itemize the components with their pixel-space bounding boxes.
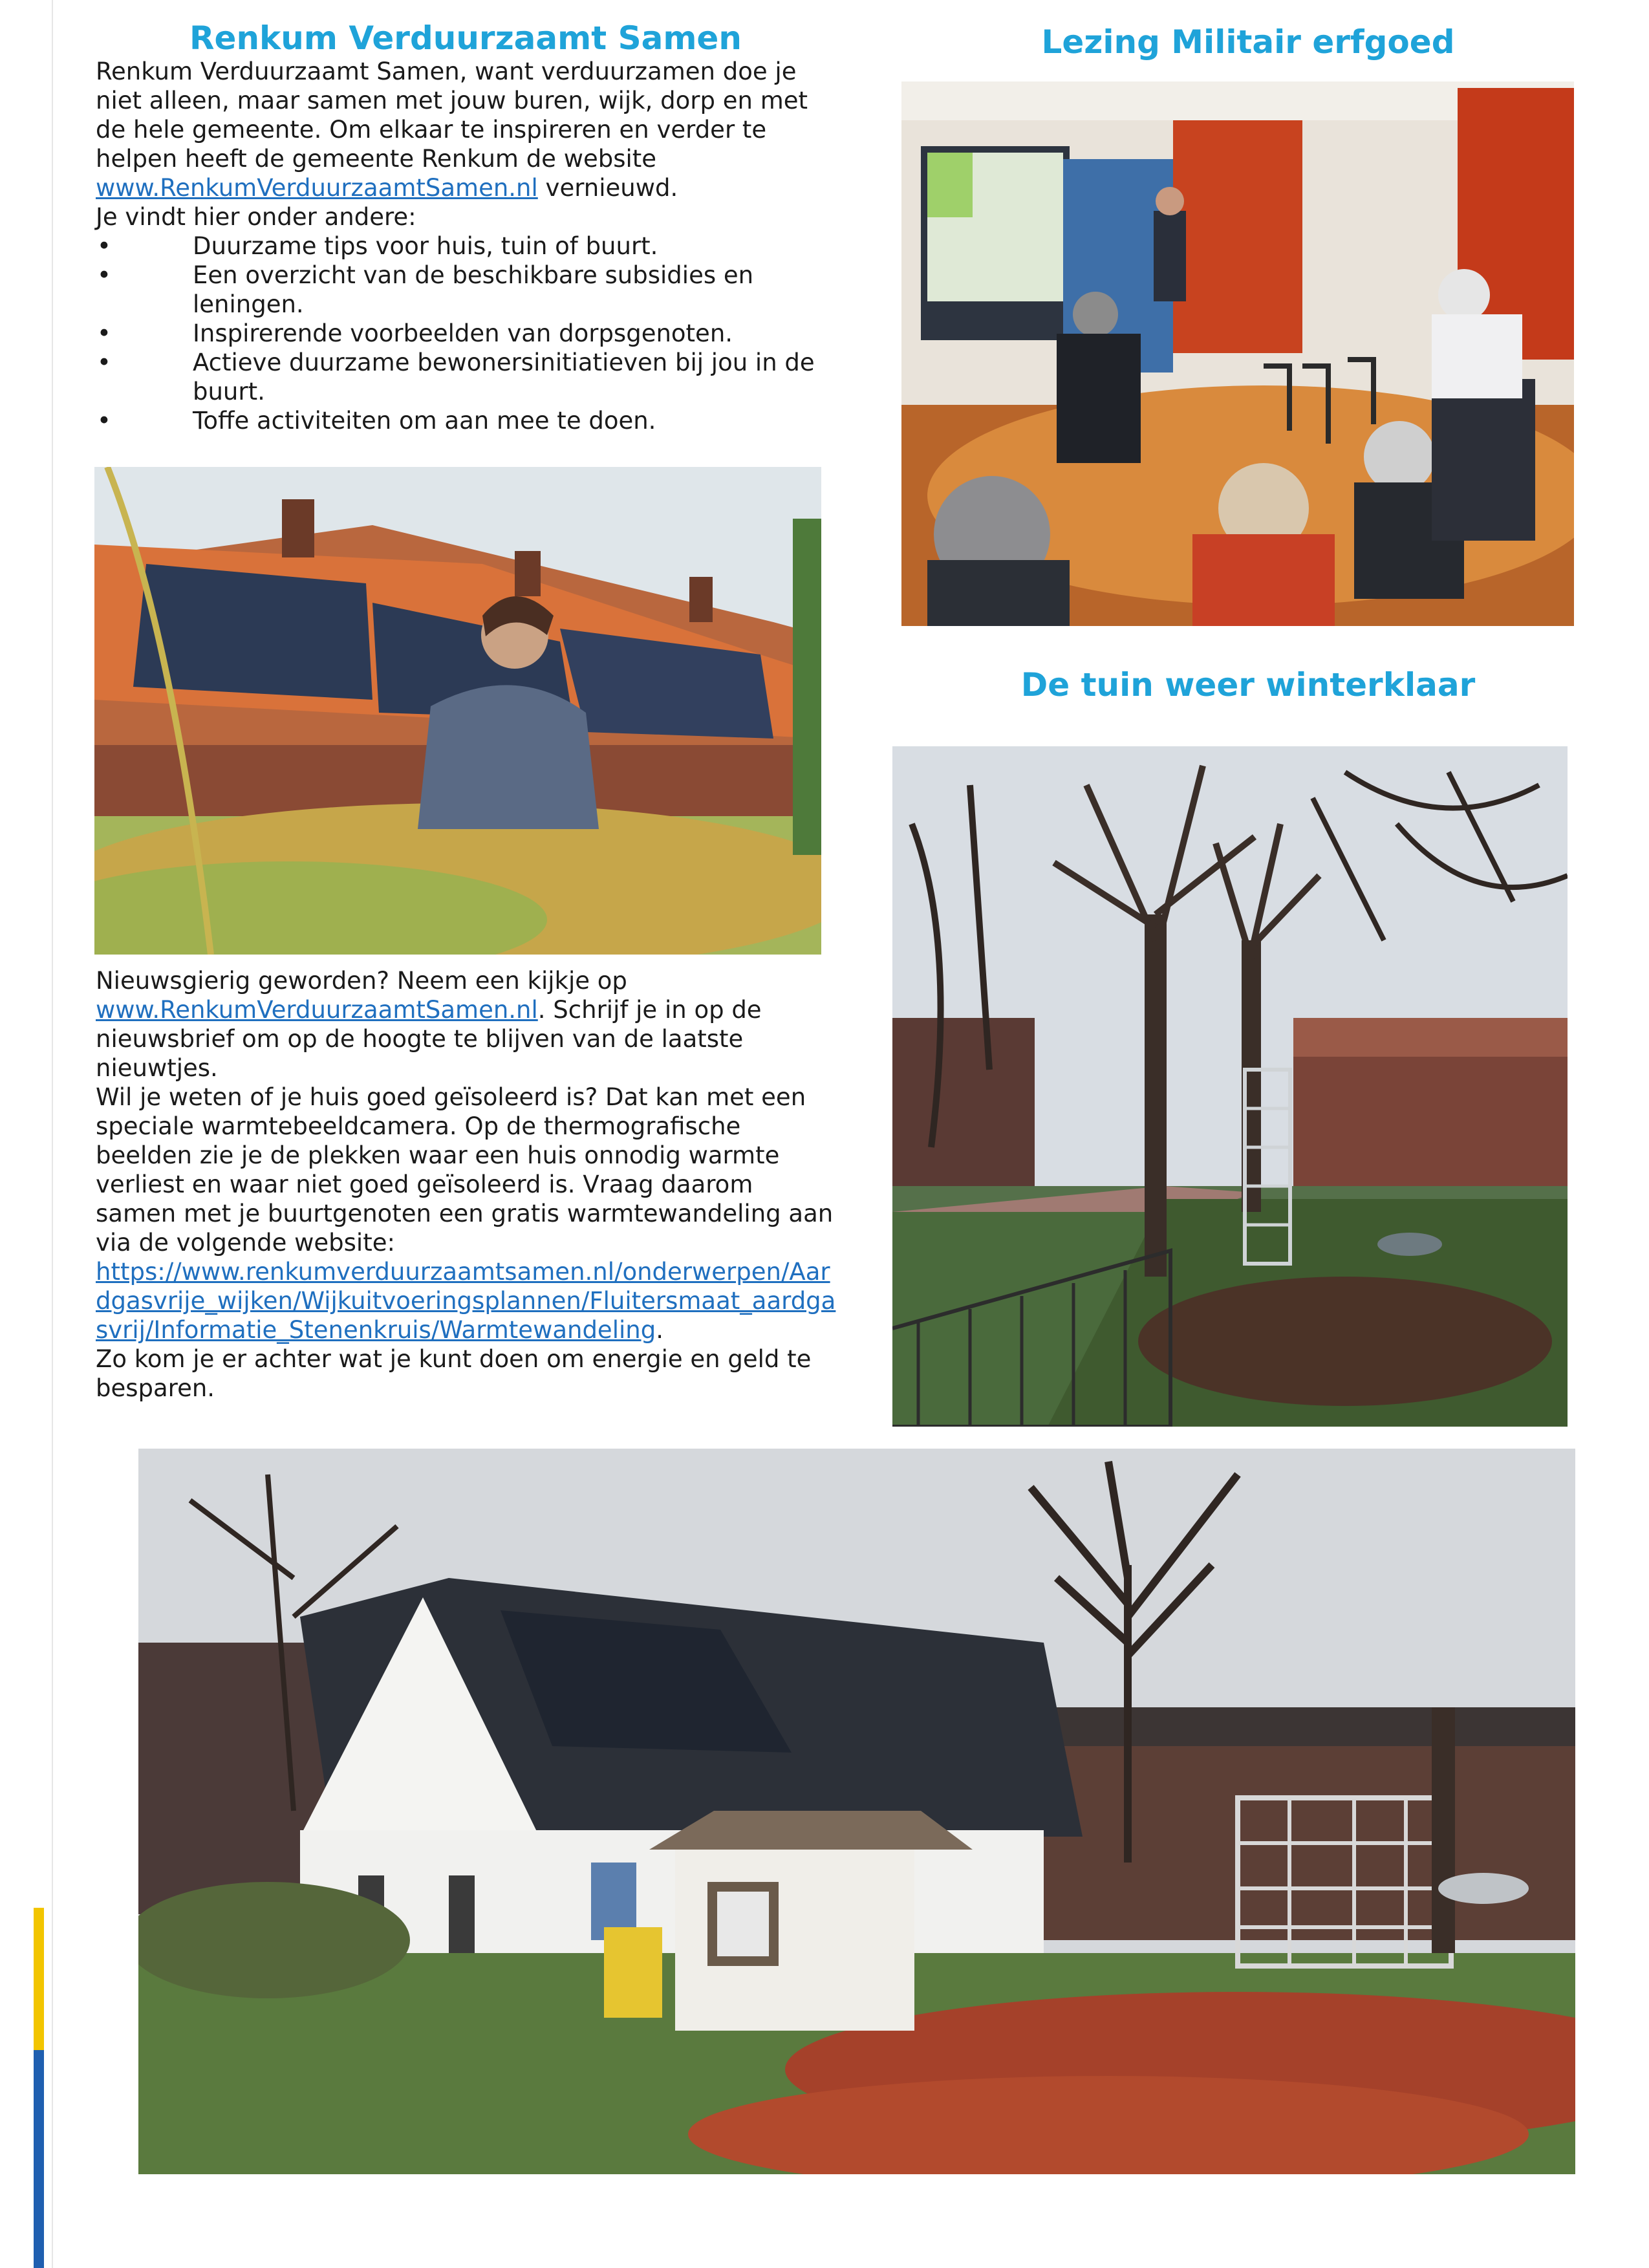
list-item: • Duurzame tips voor huis, tuin of buurt. xyxy=(96,232,839,261)
list-item: • Inspirerende voorbeelden van dorpsgenoten. xyxy=(96,319,839,348)
warmtewandeling-link[interactable]: https://www.renkumverduurzaamtsamen.nl/onderwerpen/Aardgasvrije_wijken/Wijkuitvoeringsplannen/Fluitersmaat_aardgasvrij/Informatie_Stenenkruis/Warmtewandeling xyxy=(96,1258,836,1344)
insulation-paragraph: Wil je weten of je huis goed geïsoleerd is? Dat kan met een speciale warmtebeeldcamera. Op de thermografische beelden zie je de plekken waar een huis onnodig warmte verliest en waar niet goed geïsoleerd is. Vraag daarom samen met je buurtgenoten een gratis warmtewandeling aan via de volgende website: xyxy=(96,1083,834,1257)
page-edge-rule xyxy=(52,0,53,2268)
list-item: • Toffe activiteiten om aan mee te doen. xyxy=(96,406,839,435)
list-item: • Een overzicht van de beschikbare subsidies en leningen. xyxy=(96,261,839,319)
photo-solar-roof-gardener xyxy=(94,467,821,955)
intro-article xyxy=(96,57,839,435)
list-intro: Je vindt hier onder andere: xyxy=(96,203,416,231)
heading-lezing-militair-erfgoed: Lezing Militair erfgoed xyxy=(1041,23,1455,61)
photo-house-garden-scaffold xyxy=(138,1449,1575,2174)
curious-paragraph xyxy=(96,966,839,1083)
intro-paragraph xyxy=(96,57,839,202)
website-link-2[interactable]: www.RenkumVerduurzaamtSamen.nl xyxy=(96,996,538,1024)
link-period: . xyxy=(656,1316,663,1344)
newsletter-text: . Schrijf je in op de nieuwsbrief om op de hoogte te blijven van de laatste nieuwtjes. xyxy=(96,996,762,1082)
heading-renkum-verduurzaamt-samen: Renkum Verduurzaamt Samen xyxy=(189,19,742,57)
list-item: • Actieve duurzame bewonersinitiatieven bij jou in de buurt. xyxy=(96,348,839,406)
heading-tuin-winterklaar: De tuin weer winterklaar xyxy=(1020,666,1476,704)
accent-bar-yellow xyxy=(34,1908,44,2050)
feature-list xyxy=(96,232,839,435)
curious-text: Nieuwsgierig geworden? Neem een kijkje op xyxy=(96,967,627,995)
accent-bar-blue xyxy=(34,2050,44,2268)
warmtewandeling-paragraph xyxy=(96,1257,839,1345)
photo-pruning-trees xyxy=(892,746,1568,1427)
intro-after-link: vernieuwd. xyxy=(537,174,678,202)
intro-text: Renkum Verduurzaamt Samen, want verduurzamen doe je niet alleen, maar samen met jouw buren, wijk, dorp en met de hele gemeente. Om elkaar te inspireren en verder te helpen heeft de gemeente Renkum de website xyxy=(96,58,808,173)
closing-paragraph: Zo kom je er achter wat je kunt doen om energie en geld te besparen. xyxy=(96,1345,812,1402)
more-info-article xyxy=(96,966,839,1403)
photo-lecture-room xyxy=(901,81,1574,626)
website-link[interactable]: www.RenkumVerduurzaamtSamen.nl xyxy=(96,174,538,202)
